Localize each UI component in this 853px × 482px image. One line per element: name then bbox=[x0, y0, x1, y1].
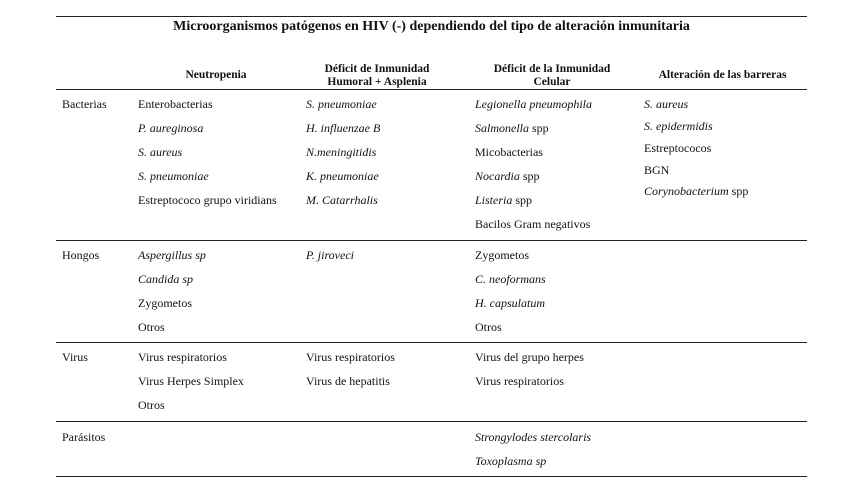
list-item: Zygometos bbox=[475, 248, 529, 262]
list-item bbox=[475, 169, 540, 183]
item-name: Salmonella bbox=[475, 121, 529, 135]
list-item: Aspergillus sp bbox=[138, 248, 206, 262]
item-name: Nocardia bbox=[475, 169, 520, 183]
list-item: Toxoplasma sp bbox=[475, 454, 547, 468]
item-suffix: spp bbox=[519, 169, 540, 183]
row-label-bacterias: Bacterias bbox=[62, 97, 107, 111]
list-item: H. capsulatum bbox=[475, 296, 545, 310]
row-rule bbox=[56, 342, 807, 343]
list-item: Otros bbox=[475, 320, 502, 334]
list-item: Otros bbox=[138, 320, 165, 334]
list-item: Virus respiratorios bbox=[138, 350, 227, 364]
list-item: Enterobacterias bbox=[138, 97, 213, 111]
list-item: P. jiroveci bbox=[306, 248, 354, 262]
list-item: S. aureus bbox=[644, 97, 689, 111]
item-suffix: spp bbox=[512, 193, 533, 207]
row-label-virus: Virus bbox=[62, 350, 88, 364]
header-rule bbox=[56, 89, 807, 90]
list-item: Zygometos bbox=[138, 296, 192, 310]
header-celular-line2: Celular bbox=[533, 76, 571, 88]
item-suffix: spp bbox=[728, 184, 749, 198]
list-item: H. influenzae B bbox=[306, 121, 381, 135]
list-item: Virus respiratorios bbox=[306, 350, 395, 364]
list-item: P. aureginosa bbox=[138, 121, 204, 135]
item-suffix: spp bbox=[529, 121, 549, 135]
header-humoral bbox=[298, 63, 456, 89]
item-name: Micobacterias bbox=[475, 145, 543, 159]
row-label-parasitos: Parásitos bbox=[62, 430, 106, 444]
bottom-rule bbox=[56, 476, 807, 477]
item-name: Legionella pneumophila bbox=[475, 97, 592, 111]
list-item: Virus Herpes Simplex bbox=[138, 374, 244, 388]
item-name: Bacilos Gram negativos bbox=[475, 217, 591, 231]
list-item: S. aureus bbox=[138, 145, 183, 159]
row-label-hongos: Hongos bbox=[62, 248, 100, 262]
list-item: M. Catarrhalis bbox=[306, 193, 378, 207]
list-item: BGN bbox=[644, 163, 670, 177]
table-title: Microorganismos patógenos en HIV (-) dependiendo del tipo de alteración inmunitaria bbox=[173, 19, 690, 34]
list-item bbox=[475, 97, 592, 111]
item-name: Listeria bbox=[475, 193, 513, 207]
list-item: Virus respiratorios bbox=[475, 374, 564, 388]
list-item bbox=[475, 193, 532, 207]
header-barreras bbox=[640, 69, 805, 82]
header-celular-line1: Déficit de la Inmunidad bbox=[493, 63, 611, 75]
row-rule bbox=[56, 421, 807, 422]
header-celular bbox=[468, 63, 636, 89]
list-item bbox=[475, 121, 549, 135]
list-item: Otros bbox=[138, 398, 165, 412]
list-item bbox=[644, 184, 748, 198]
header-humoral-line1: Déficit de Inmunidad bbox=[324, 63, 430, 75]
row-rule bbox=[56, 240, 807, 241]
list-item: Estreptococo grupo viridians bbox=[138, 193, 277, 207]
list-item: Strongylodes stercolaris bbox=[475, 430, 592, 444]
header-barreras-label: Alteración de las barreras bbox=[658, 69, 787, 81]
list-item bbox=[475, 217, 590, 231]
header-humoral-line2: Humoral + Asplenia bbox=[327, 76, 427, 88]
list-item: Estreptococos bbox=[644, 141, 712, 155]
top-rule bbox=[56, 16, 807, 17]
list-item: S. pneumoniae bbox=[138, 169, 209, 183]
list-item: Virus del grupo herpes bbox=[475, 350, 584, 364]
header-neutropenia-label: Neutropenia bbox=[185, 69, 247, 81]
list-item: C. neoformans bbox=[475, 272, 546, 286]
list-item: S. epidermidis bbox=[644, 119, 713, 133]
list-item: Candida sp bbox=[138, 272, 194, 286]
item-name: Corynobacterium bbox=[644, 184, 729, 198]
list-item: Virus de hepatitis bbox=[306, 374, 390, 388]
list-item: N.meningitidis bbox=[306, 145, 377, 159]
list-item: S. pneumoniae bbox=[306, 97, 377, 111]
list-item: K. pneumoniae bbox=[306, 169, 379, 183]
list-item bbox=[475, 145, 543, 159]
header-neutropenia bbox=[150, 69, 282, 82]
